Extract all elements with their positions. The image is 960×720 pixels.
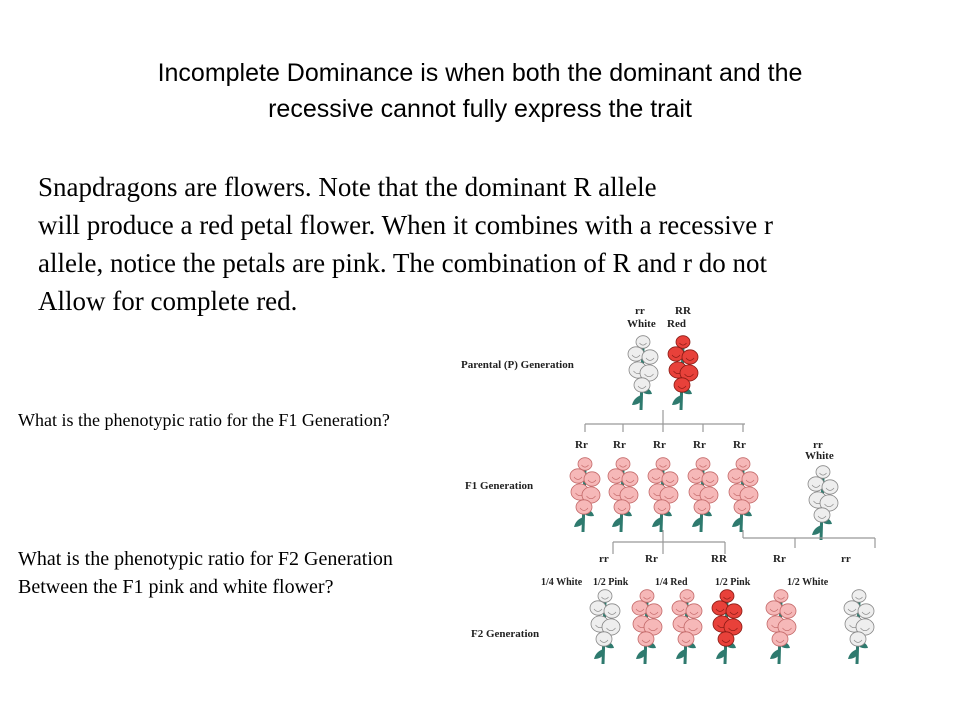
title-line-1: Incomplete Dominance is when both the dominant and the [157,59,803,87]
parental-phenotype-label: White [627,318,656,330]
f1-flower-pink [608,458,638,532]
f2-phenotype-label: 1/4 White [541,577,583,588]
parental-genotype-label: rr [635,305,645,317]
f2-flower-red [712,590,742,664]
f2-phenotype-label: 1/2 White [787,577,829,588]
f2-genotype-label: Rr [773,553,786,565]
generation-label-f2: F2 Generation [471,628,540,640]
f2-genotype-label: rr [841,553,851,565]
f1-genotype-label: rr [813,439,823,451]
parental-flower-red [668,336,698,410]
f1-flower-white [808,466,838,540]
f1-genotype-label: Rr [693,439,706,451]
f2-phenotype-label: 1/2 Pink [593,577,629,588]
f2-genotype-label: Rr [645,553,658,565]
generation-label-parental: Parental (P) Generation [461,359,574,371]
f1-genotype-label: Rr [733,439,746,451]
slide-title [0,55,960,127]
f2-flower-pink [766,590,796,664]
cross-diagram-svg [455,302,891,692]
generation-label-f1: F1 Generation [465,480,534,492]
body-line-4: Allow for complete red. [38,286,298,316]
question-f2 [18,545,393,601]
question-f1: What is the phenotypic ratio for the F1 Generation? [18,410,390,430]
parental-flower-white [628,336,658,410]
f2-flower-pink [672,590,702,664]
f1-genotype-label: Rr [653,439,666,451]
f2-genotype-label: rr [599,553,609,565]
f1-genotype-label: Rr [575,439,588,451]
parental-phenotype-label: Red [667,318,686,330]
snapdragon-cross-diagram [455,302,891,692]
f1-flower-pink [648,458,678,532]
body-line-1: Snapdragons are flowers. Note that the dominant R allele [38,172,657,202]
f1-genotype-label: Rr [613,439,626,451]
body-line-3: allele, notice the petals are pink. The combination of R and r do not [38,248,768,278]
title-line-2: recessive cannot fully express the trait [268,95,692,123]
f1-flower-pink [570,458,600,532]
f1-to-f2-connector [613,530,875,554]
body-line-2: will produce a red petal flower. When it combines with a recessive r [38,210,773,240]
body-paragraph [38,168,938,320]
question-f2-line-2: Between the F1 pink and white flower? [18,576,334,598]
f2-genotype-label: RR [711,553,727,565]
question-f2-line-1: What is the phenotypic ratio for F2 Generation [18,548,393,570]
f2-phenotype-label: 1/2 Pink [715,577,751,588]
p-to-f1-connector [585,410,745,432]
f1-flower-pink [688,458,718,532]
f2-phenotype-label: 1/4 Red [655,577,688,588]
f2-flower-white [590,590,620,664]
f1-phenotype-label: White [805,450,834,462]
f1-flower-pink [728,458,758,532]
f2-flower-white [844,590,874,664]
f2-flower-pink [632,590,662,664]
parental-genotype-label: RR [675,305,691,317]
